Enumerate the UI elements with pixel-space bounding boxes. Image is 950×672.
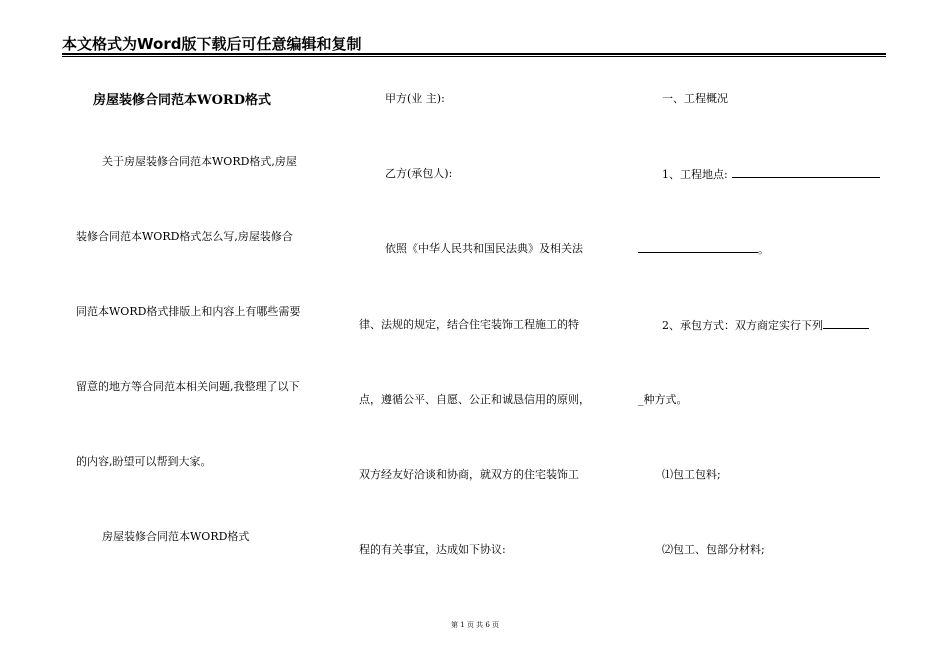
paragraph-line: 依照《中华人民共和国民法典》及相关法 — [385, 242, 583, 255]
page-header: 本文格式为Word版下载后可任意编辑和复制 — [62, 35, 362, 53]
contract-mode-label: 2、承包方式：双方商定实行下列 — [662, 319, 823, 332]
work-site-line — [662, 167, 880, 182]
list-item: ⑵包工、包部分材料; — [662, 543, 765, 556]
work-site-continued-line — [638, 242, 769, 257]
paragraph-line: _种方式。 — [638, 393, 688, 406]
header-rule-thin — [62, 56, 886, 57]
paragraph-line: 点，遵循公平、自愿、公正和诚恳信用的原则， — [359, 393, 590, 406]
party-b-label: 乙方(承包人): — [385, 167, 453, 180]
list-item: ⑴包工包料; — [662, 468, 721, 481]
document-title: 房屋装修合同范本WORD格式 — [93, 93, 272, 108]
work-site-label: 1、工程地点: — [662, 168, 728, 181]
paragraph-line: 律、法规的规定，结合住宅装饰工程施工的特 — [359, 318, 579, 331]
contract-mode-blank — [823, 318, 869, 329]
section-heading: 房屋装修合同范本WORD格式 — [102, 530, 250, 543]
work-site-blank-continued — [638, 242, 758, 253]
paragraph-line: 装修合同范本WORD格式怎么写,房屋装修合 — [76, 230, 293, 243]
contract-mode-line — [662, 318, 869, 333]
section-heading: 一、工程概况 — [662, 92, 728, 105]
work-site-blank — [732, 167, 880, 178]
paragraph-line: 双方经友好洽谈和协商，就双方的住宅装饰工 — [359, 468, 579, 481]
paragraph-line: 程的有关事宜，达成如下协议: — [359, 543, 506, 556]
header-rule-thick — [62, 53, 886, 55]
paragraph-line: 同范本WORD格式排版上和内容上有哪些需要 — [76, 305, 301, 318]
party-a-label: 甲方(业 主): — [385, 92, 445, 105]
paragraph-line: 的内容,盼望可以帮到大家。 — [76, 455, 212, 468]
paragraph-line: 留意的地方等合同范本相关问题,我整理了以下 — [76, 380, 300, 393]
period-mark: 。 — [758, 243, 769, 256]
paragraph-line: 关于房屋装修合同范本WORD格式,房屋 — [102, 155, 297, 168]
page-footer: 第 1 页 共 6 页 — [450, 621, 500, 629]
